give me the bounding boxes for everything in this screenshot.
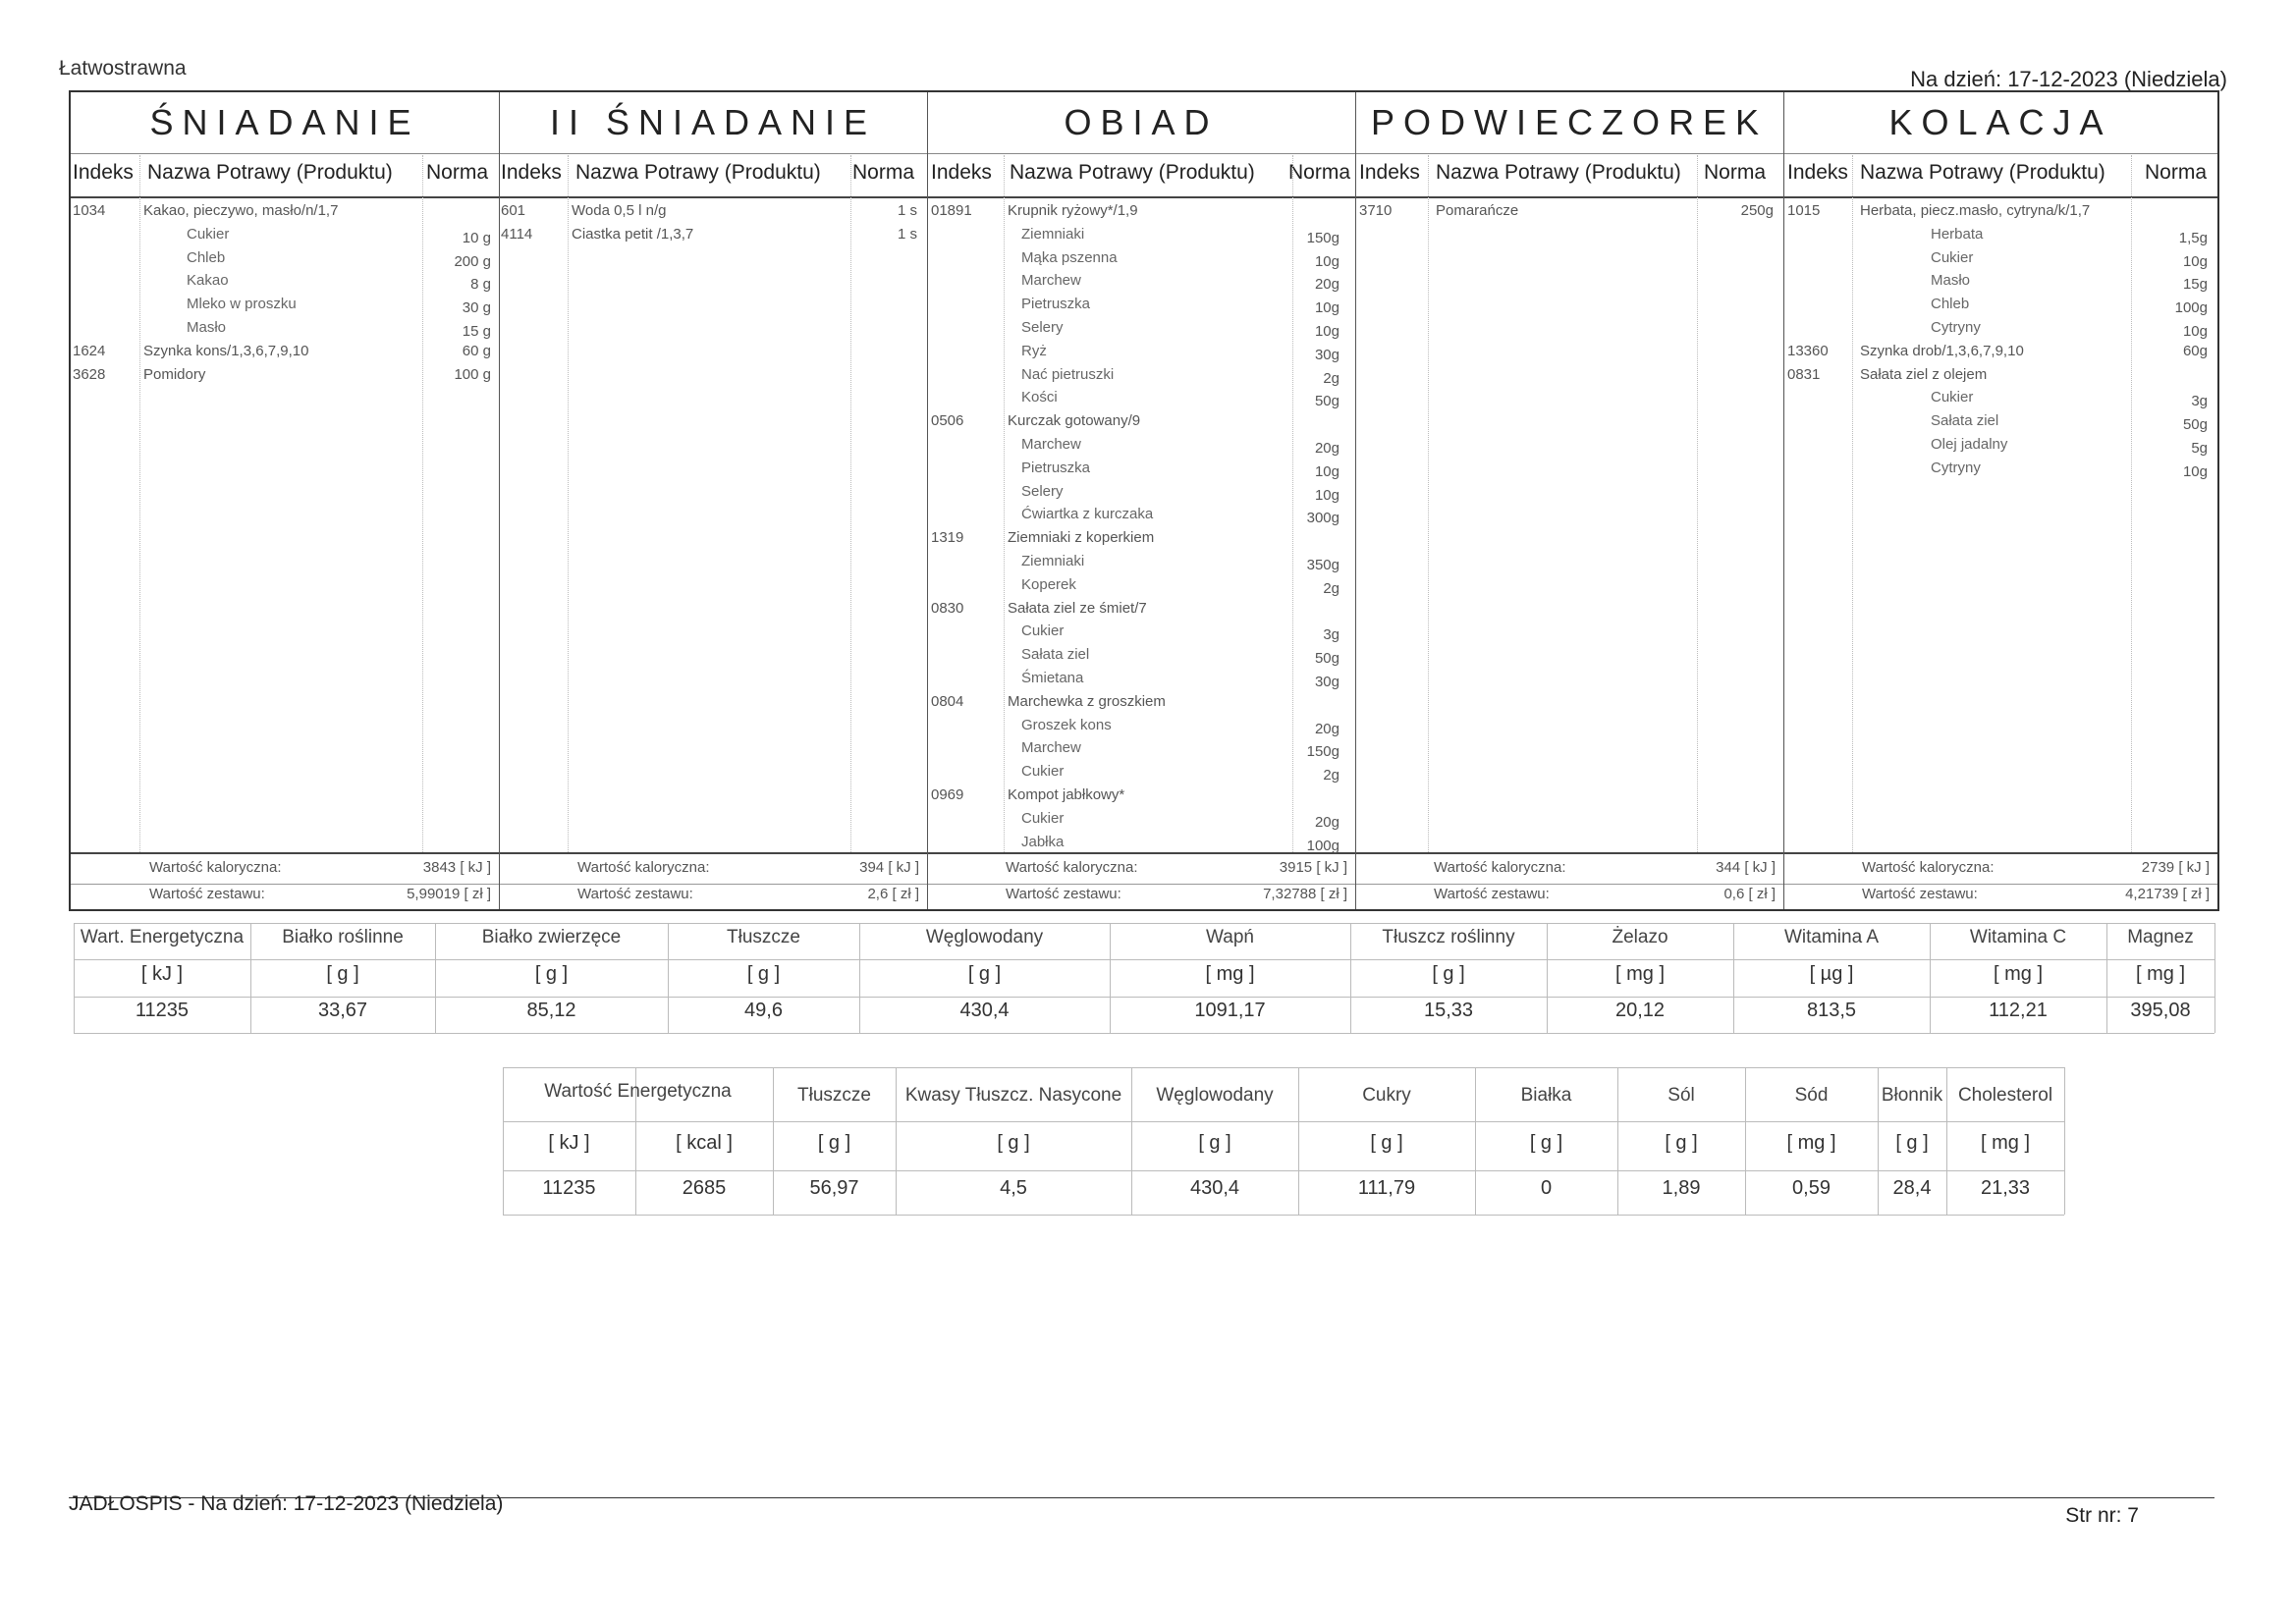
- column-separator: [927, 92, 928, 909]
- calorific-label: Wartość kaloryczna:: [1006, 859, 1138, 876]
- dish-norm: 1 s: [897, 225, 917, 243]
- nutrition-table-2: [503, 1067, 2064, 1215]
- dish-name: Ciastka petit /1,3,7: [572, 225, 694, 243]
- ingredient-name: Olej jadalny: [1931, 436, 2008, 453]
- dish-index: 13360: [1787, 342, 1829, 359]
- nutrient-header: Sól: [1667, 1085, 1695, 1106]
- ingredient-name: Jabłka: [1021, 833, 1065, 850]
- table-rule: [503, 1121, 2064, 1122]
- ingredient-name: Śmietana: [1021, 670, 1084, 686]
- set-value-label: Wartość zestawu:: [149, 886, 265, 902]
- dish-index: 1319: [931, 529, 964, 547]
- dish-index: 4114: [501, 225, 533, 243]
- nutrient-unit: [ g ]: [1665, 1132, 1698, 1154]
- ingredient-name: Marchew: [1021, 739, 1081, 757]
- nutrient-header: Wapń: [1206, 927, 1254, 947]
- dish-name: Pomidory: [143, 365, 206, 383]
- dish-index: 0804: [931, 692, 964, 710]
- dish-name: Kakao, pieczywo, masło/n/1,7: [143, 202, 339, 219]
- dish-norm: 200 g: [454, 252, 491, 270]
- dish-norm: 10 g: [462, 229, 491, 246]
- index-column-rule: [139, 155, 140, 852]
- dish-index: 1015: [1787, 202, 1821, 219]
- ingredient-name: Marchew: [1021, 436, 1081, 453]
- dish-norm: 10g: [1314, 486, 1339, 504]
- nutrient-header: Tłuszcz roślinny: [1382, 927, 1515, 947]
- dish-index: 0969: [931, 786, 964, 803]
- norm-column-rule: [422, 155, 423, 852]
- calorific-label: Wartość kaloryczna:: [1434, 859, 1566, 876]
- column-separator: [499, 92, 500, 909]
- dish-name: Ziemniaki z koperkiem: [1008, 529, 1155, 547]
- dish-norm: 1 s: [897, 202, 917, 219]
- table-column-rule: [2064, 1067, 2065, 1215]
- dish-name: Woda 0,5 l n/g: [572, 202, 667, 219]
- ingredient-name: Koperek: [1021, 575, 1076, 593]
- index-header: Indeks: [931, 161, 992, 184]
- ingredient-name: Sałata ziel: [1931, 412, 1999, 430]
- dish-norm: 50g: [2182, 416, 2208, 434]
- ingredient-name: Herbata: [1931, 225, 1984, 243]
- index-header: Indeks: [1787, 161, 1848, 184]
- column-separator: [1355, 92, 1356, 909]
- ingredient-name: Pietruszka: [1021, 296, 1091, 313]
- nutrient-value: 11235: [542, 1177, 596, 1199]
- nutrient-header: Witamina A: [1783, 927, 1880, 947]
- dish-norm: 50g: [1314, 650, 1339, 668]
- nutrient-unit: [ mg ]: [1993, 963, 2043, 985]
- nutrient-value: 0: [1540, 1177, 1553, 1199]
- dish-index: 601: [501, 202, 526, 219]
- dish-norm: 250g: [1740, 202, 1774, 219]
- dish-norm: 150g: [1306, 743, 1339, 761]
- nutrient-unit: [ g ]: [326, 963, 359, 985]
- norm-column-rule: [1292, 155, 1293, 852]
- set-value-label: Wartość zestawu:: [1006, 886, 1121, 902]
- ingredient-name: Cukier: [1021, 809, 1065, 827]
- nutrient-value: 813,5: [1806, 1000, 1857, 1021]
- meal-title: II ŚNIADANIE: [549, 102, 877, 142]
- dish-index: 1034: [73, 202, 106, 219]
- ingredient-name: Groszek kons: [1021, 716, 1112, 733]
- dish-index: 0506: [931, 412, 964, 430]
- dish-norm: 20g: [1314, 276, 1339, 294]
- index-column-rule: [568, 155, 569, 852]
- nutrient-unit: [ µg ]: [1809, 963, 1854, 985]
- dish-name: Marchewka z groszkiem: [1008, 692, 1166, 710]
- dish-norm: 2g: [1323, 369, 1339, 387]
- ingredient-name: Ćwiartka z kurczaka: [1021, 506, 1154, 523]
- nutrient-value: 15,33: [1423, 1000, 1474, 1021]
- nutrient-unit: [ g ]: [1198, 1132, 1231, 1154]
- meal-column: [71, 92, 499, 909]
- dish-norm: 5g: [2191, 440, 2208, 457]
- nutrient-value: 1,89: [1662, 1177, 1701, 1199]
- norm-header: Norma: [2145, 161, 2208, 184]
- ingredient-name: Kości: [1021, 389, 1058, 406]
- set-value: 7,32788 [ zł ]: [1263, 886, 1347, 902]
- ingredient-name: Marchew: [1021, 272, 1081, 290]
- dish-index: 0831: [1787, 365, 1821, 383]
- index-column-rule: [1852, 155, 1853, 852]
- menu-table: [69, 90, 2219, 911]
- name-header: Nazwa Potrawy (Produktu): [1860, 161, 2105, 184]
- index-header: Indeks: [73, 161, 134, 184]
- dish-norm: 50g: [1314, 393, 1339, 410]
- nutrient-unit: [ g ]: [534, 963, 569, 985]
- index-header: Indeks: [1359, 161, 1420, 184]
- table-rule: [503, 1215, 2064, 1216]
- nutrient-value: 111,79: [1357, 1177, 1416, 1199]
- nutrient-value: 11235: [135, 1000, 190, 1021]
- nutrient-value: 56,97: [809, 1177, 859, 1199]
- dish-name: Kompot jabłkowy*: [1008, 786, 1125, 803]
- nutrient-value: 28,4: [1892, 1177, 1932, 1199]
- meal-column: [1355, 92, 1783, 909]
- norm-column-rule: [1697, 155, 1698, 852]
- index-column-rule: [1428, 155, 1429, 852]
- meal-column: [499, 92, 927, 909]
- dish-norm: 10g: [1314, 299, 1339, 317]
- dish-norm: 10g: [2182, 462, 2208, 480]
- nutrient-value: 85,12: [526, 1000, 576, 1021]
- ingredient-name: Ziemniaki: [1021, 553, 1085, 569]
- column-separator: [1783, 92, 1784, 909]
- table-rule: [503, 1170, 2064, 1171]
- nutrient-unit: [ kJ ]: [140, 963, 184, 985]
- ingredient-name: Masło: [1931, 272, 1971, 290]
- nutrient-header: Cukry: [1362, 1085, 1411, 1106]
- dish-name: Herbata, piecz.masło, cytryna/k/1,7: [1860, 202, 2091, 219]
- calorific-label: Wartość kaloryczna:: [577, 859, 710, 876]
- meal-title: ŚNIADANIE: [149, 102, 420, 142]
- calorific-value: 3843 [ kJ ]: [422, 859, 491, 876]
- dish-norm: 100 g: [454, 365, 491, 383]
- calorific-value: 344 [ kJ ]: [1716, 859, 1776, 876]
- table-rule: [74, 1033, 2214, 1034]
- dish-norm: 15g: [2182, 276, 2208, 294]
- dish-norm: 2g: [1323, 767, 1339, 784]
- dish-index: 0830: [931, 599, 964, 617]
- table-column-rule: [2214, 923, 2215, 1033]
- ingredient-name: Ryż: [1021, 342, 1047, 359]
- ingredient-name: Sałata ziel: [1021, 646, 1090, 664]
- ingredient-name: Chleb: [1931, 296, 1970, 313]
- footer-title: JADŁOSPIS - Na dzień: 17-12-2023 (Niedziela): [69, 1492, 504, 1515]
- nutrient-value: 395,08: [2130, 1000, 2191, 1021]
- dish-norm: 100g: [1306, 837, 1339, 854]
- nutrient-value: 430,4: [1189, 1177, 1240, 1199]
- nutrient-header: Cholesterol: [1957, 1085, 2053, 1106]
- meal-column: [1783, 92, 2217, 909]
- nutrient-value: 1091,17: [1194, 1000, 1266, 1021]
- dish-norm: 10g: [2182, 323, 2208, 340]
- nutrient-value: 21,33: [1980, 1177, 2031, 1199]
- dish-norm: 3g: [1323, 626, 1339, 644]
- nutrient-value: 49,6: [744, 1000, 783, 1021]
- nutrient-unit: [ g ]: [1432, 963, 1465, 985]
- nutrient-unit: [ g ]: [817, 1132, 851, 1154]
- ingredient-name: Cukier: [1021, 622, 1065, 640]
- nutrient-unit: [ g ]: [1895, 1132, 1929, 1154]
- calorific-value: 2739 [ kJ ]: [2141, 859, 2210, 876]
- calorific-label: Wartość kaloryczna:: [149, 859, 282, 876]
- dish-index: 3628: [73, 365, 106, 383]
- set-value: 5,99019 [ zł ]: [407, 886, 491, 902]
- nutrient-unit: [ mg ]: [1786, 1132, 1836, 1154]
- name-header: Nazwa Potrawy (Produktu): [1010, 161, 1255, 184]
- dish-norm: 30g: [1314, 674, 1339, 690]
- dish-norm: 300g: [1306, 510, 1339, 527]
- dish-norm: 20g: [1314, 720, 1339, 737]
- set-value: 4,21739 [ zł ]: [2125, 886, 2210, 902]
- dish-norm: 15 g: [462, 323, 491, 340]
- table-rule: [74, 997, 2214, 998]
- nutrient-header: Witamina C: [1969, 927, 2067, 947]
- nutrient-header: Kwasy Tłuszcz. Nasycone: [904, 1085, 1122, 1106]
- ingredient-name: Mąka pszenna: [1021, 248, 1118, 266]
- dish-index: 1624: [73, 342, 106, 359]
- dish-norm: 20g: [1314, 440, 1339, 457]
- ingredient-name: Chleb: [187, 248, 226, 266]
- dish-norm: 60g: [2182, 342, 2208, 359]
- name-header: Nazwa Potrawy (Produktu): [147, 161, 393, 184]
- ingredient-name: Cytryny: [1931, 459, 1981, 476]
- dish-norm: 30 g: [462, 299, 491, 317]
- menu-date: Na dzień: 17-12-2023 (Niedziela): [1910, 67, 2227, 91]
- calorific-value: 394 [ kJ ]: [859, 859, 919, 876]
- dish-name: Kurczak gotowany/9: [1008, 412, 1141, 430]
- dish-norm: 3g: [2191, 393, 2208, 410]
- nutrient-unit: [ mg ]: [1980, 1132, 2030, 1154]
- nutrient-value: 2685: [682, 1177, 727, 1199]
- norm-header: Norma: [1704, 161, 1767, 184]
- nutrient-unit: [ g ]: [746, 963, 781, 985]
- ingredient-name: Ziemniaki: [1021, 225, 1085, 243]
- set-value-label: Wartość zestawu:: [577, 886, 693, 902]
- nutrient-value: 430,4: [959, 1000, 1010, 1021]
- dish-name: Sałata ziel z olejem: [1860, 365, 1988, 383]
- set-value: 0,6 [ zł ]: [1723, 886, 1776, 902]
- dish-norm: 350g: [1306, 557, 1339, 573]
- norm-header: Norma: [1288, 161, 1351, 184]
- nutrient-value: 4,5: [1000, 1177, 1027, 1199]
- ingredient-name: Cukier: [187, 225, 230, 243]
- nutrient-unit: [ g ]: [967, 963, 1002, 985]
- meal-column: [927, 92, 1355, 909]
- ingredient-name: Selery: [1021, 319, 1064, 336]
- calorific-value: 3915 [ kJ ]: [1279, 859, 1347, 876]
- energy-header: Wartość Energetyczna: [544, 1081, 732, 1102]
- nutrient-unit: [ mg ]: [1205, 963, 1255, 985]
- dish-name: Krupnik ryżowy*/1,9: [1008, 202, 1138, 219]
- ingredient-name: Selery: [1021, 482, 1064, 500]
- ingredient-name: Cytryny: [1931, 319, 1981, 336]
- nutrient-header: Tłuszcze: [797, 1085, 871, 1106]
- dish-norm: 20g: [1314, 813, 1339, 831]
- set-value-label: Wartość zestawu:: [1434, 886, 1550, 902]
- index-header: Indeks: [501, 161, 562, 184]
- nutrient-unit: [ kcal ]: [676, 1132, 733, 1154]
- dish-norm: 150g: [1306, 229, 1339, 246]
- ingredient-name: Cukier: [1021, 763, 1065, 781]
- ingredient-name: Nać pietruszki: [1021, 365, 1115, 383]
- dish-norm: 2g: [1323, 579, 1339, 597]
- nutrient-unit: [ g ]: [1370, 1132, 1403, 1154]
- norm-column-rule: [2131, 155, 2132, 852]
- dish-norm: 10g: [2182, 252, 2208, 270]
- meal-title: PODWIECZOREK: [1370, 102, 1768, 142]
- table-rule: [74, 959, 2214, 960]
- dish-norm: 10g: [1314, 323, 1339, 340]
- nutrient-unit: [ g ]: [997, 1132, 1030, 1154]
- dish-name: Szynka kons/1,3,6,7,9,10: [143, 342, 309, 359]
- table-rule: [503, 1067, 2064, 1068]
- norm-column-rule: [850, 155, 851, 852]
- nutrient-header: Żelazo: [1612, 927, 1668, 947]
- nutrient-value: 112,21: [1989, 1000, 2048, 1021]
- norm-header: Norma: [426, 161, 489, 184]
- nutrient-header: Wart. Energetyczna: [80, 927, 245, 947]
- nutrient-header: Węglowodany: [1156, 1085, 1274, 1106]
- nutrient-unit: [ mg ]: [2135, 963, 2185, 985]
- nutrient-header: Błonnik: [1881, 1085, 1943, 1106]
- meal-title: KOLACJA: [1888, 102, 2112, 142]
- norm-header: Norma: [852, 161, 915, 184]
- ingredient-name: Masło: [187, 319, 227, 336]
- ingredient-name: Mleko w proszku: [187, 296, 297, 313]
- dish-index: 3710: [1359, 202, 1393, 219]
- index-column-rule: [1004, 155, 1005, 852]
- nutrient-header: Sód: [1794, 1085, 1829, 1106]
- nutrient-unit: [ kJ ]: [548, 1132, 590, 1154]
- nutrient-header: Węglowodany: [925, 927, 1044, 947]
- name-header: Nazwa Potrawy (Produktu): [575, 161, 821, 184]
- dish-norm: 1,5g: [2178, 229, 2208, 246]
- dish-norm: 10g: [1314, 252, 1339, 270]
- nutrient-header: Magnez: [2127, 927, 2194, 947]
- nutrient-unit: [ mg ]: [1614, 963, 1665, 985]
- dish-norm: 8 g: [470, 276, 491, 294]
- diet-name: Łatwostrawna: [59, 57, 187, 80]
- nutrient-value: 0,59: [1792, 1177, 1831, 1199]
- dish-name: Pomarańcze: [1436, 202, 1519, 219]
- ingredient-name: Pietruszka: [1021, 459, 1091, 476]
- dish-norm: 10g: [1314, 462, 1339, 480]
- calorific-label: Wartość kaloryczna:: [1862, 859, 1995, 876]
- nutrient-unit: [ g ]: [1529, 1132, 1563, 1154]
- dish-norm: 30g: [1314, 346, 1339, 363]
- dish-name: Sałata ziel ze śmiet/7: [1008, 599, 1147, 617]
- name-header: Nazwa Potrawy (Produktu): [1436, 161, 1681, 184]
- nutrient-header: Tłuszcze: [727, 927, 800, 947]
- ingredient-name: Kakao: [187, 272, 229, 290]
- nutrient-value: 33,67: [317, 1000, 368, 1021]
- ingredient-name: Cukier: [1931, 389, 1974, 406]
- meal-title: OBIAD: [1064, 102, 1219, 142]
- nutrient-value: 20,12: [1614, 1000, 1666, 1021]
- table-rule: [74, 923, 2214, 924]
- dish-norm: 100g: [2174, 299, 2208, 317]
- dish-name: Szynka drob/1,3,6,7,9,10: [1860, 342, 2024, 359]
- dish-index: 01891: [931, 202, 972, 219]
- set-value-label: Wartość zestawu:: [1862, 886, 1978, 902]
- dish-norm: 60 g: [462, 342, 491, 359]
- nutrition-table-1: [74, 923, 2214, 1036]
- nutrient-header: Białko zwierzęce: [481, 927, 622, 947]
- page-number: Str nr: 7: [2065, 1504, 2139, 1527]
- nutrient-header: Białka: [1520, 1085, 1572, 1106]
- ingredient-name: Cukier: [1931, 248, 1974, 266]
- set-value: 2,6 [ zł ]: [867, 886, 919, 902]
- nutrient-header: Białko roślinne: [282, 927, 404, 947]
